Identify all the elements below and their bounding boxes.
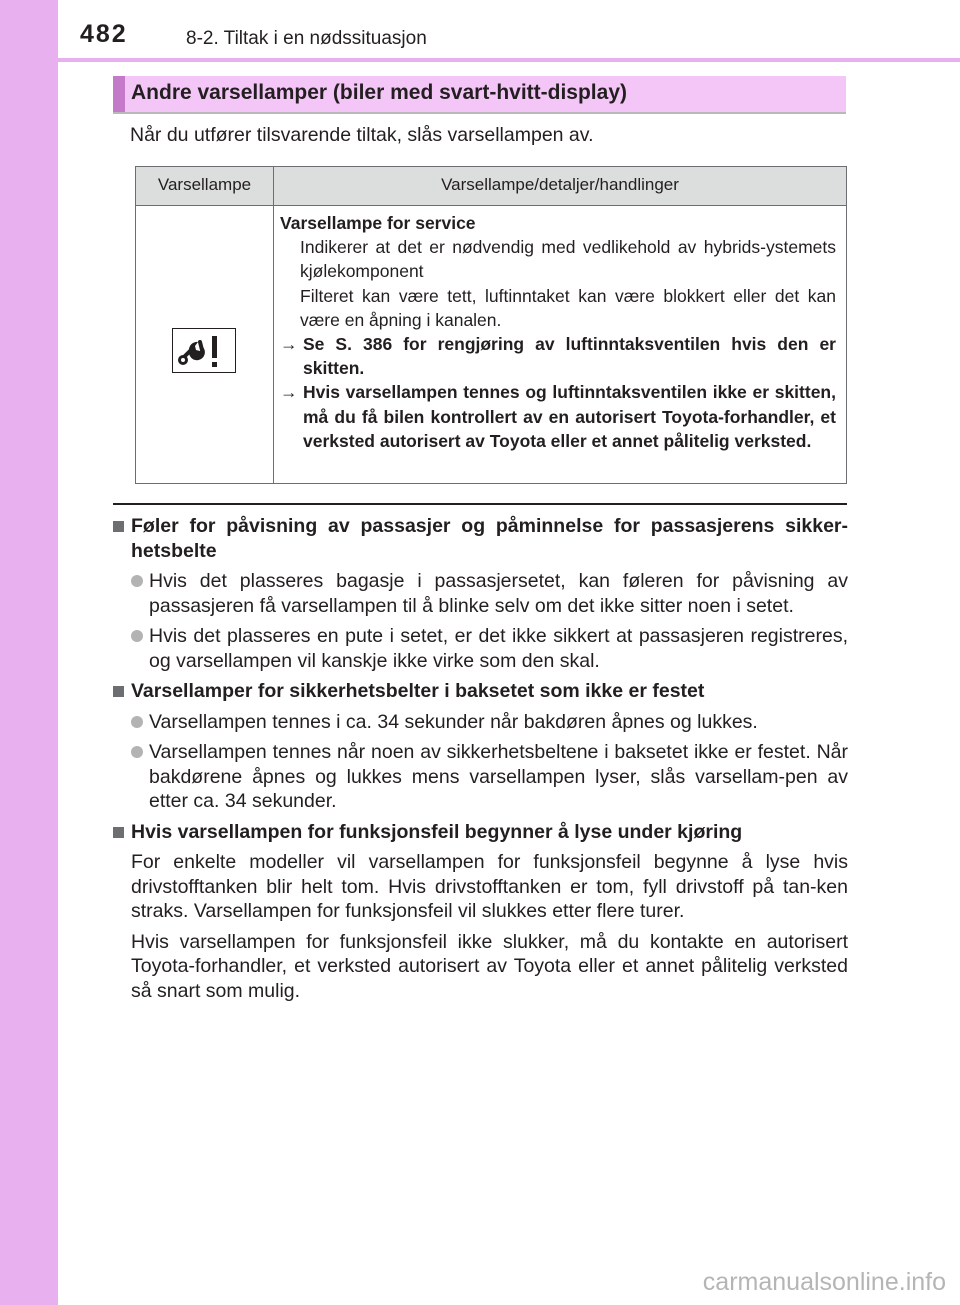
warning-light-table xyxy=(135,166,847,484)
margin-color-band xyxy=(0,0,58,1305)
lamp-description-2: Filteret kan være tett, luftinntaket kan være blokkert eller det kan være en åpning i kanalen. xyxy=(300,285,836,330)
arrow-icon: → xyxy=(280,382,298,403)
section-title: Andre varsellamper (biler med svart-hvitt-display) xyxy=(131,81,627,104)
table-cell-details xyxy=(280,211,836,453)
intro-text: Når du utfører tilsvarende tiltak, slås varsellampen av. xyxy=(130,124,594,146)
circle-bullet-icon xyxy=(131,630,143,642)
square-bullet-icon xyxy=(113,827,124,838)
action-text-1: Se S. 386 for rengjøring av luftinntaksventilen hvis den er skitten. xyxy=(303,334,836,379)
circle-bullet-icon xyxy=(131,746,143,758)
bullet-item: Hvis det plasseres en pute i setet, er det ikke sikkert at passasjeren registreres, og varsellampen vil kanskje ikke virke som den skal. xyxy=(113,624,848,673)
chapter-title: 8-2. Tiltak i en nødssituasjon xyxy=(186,28,427,49)
paragraph: For enkelte modeller vil varsellampen for funksjonsfeil begynne å lyse hvis drivstofftanken blir helt tom. Hvis drivstofftanken er tom, fyll drivstoff på tan-ken straks. Varsellampen for funksjonsfeil vil slukkes etter flere turer. xyxy=(131,851,848,922)
lamp-name: Varsellampe for service xyxy=(280,213,476,233)
column-header-lamp: Varsellampe xyxy=(157,175,252,194)
bullet-item: Hvis det plasseres bagasje i passasjersetet, kan føleren for påvisning av passasjeren få varsellampen til å blinke selv om det ikke sitter noen i setet. xyxy=(113,569,848,618)
arrow-icon: → xyxy=(280,334,298,355)
section-divider xyxy=(113,503,847,505)
page-number: 482 xyxy=(80,20,128,48)
square-bullet-icon xyxy=(113,521,124,532)
sub-heading-rear-seatbelts: Varsellamper for sikkerhetsbelter i baksetet som ikke er festet xyxy=(113,679,848,704)
table-header-row xyxy=(136,167,846,206)
sub-heading-malfunction-lamp: Hvis varsellampen for funksjonsfeil begynner å lyse under kjøring xyxy=(113,820,848,845)
section-marker xyxy=(113,76,125,112)
lamp-action-1 xyxy=(280,332,836,380)
square-bullet-icon xyxy=(113,686,124,697)
circle-bullet-icon xyxy=(131,716,143,728)
bullet-item: Varsellampen tennes i ca. 34 sekunder når bakdøren åpnes og lukkes. xyxy=(113,710,848,735)
wrench-exclamation-icon xyxy=(172,328,236,373)
paragraph: Hvis varsellampen for funksjonsfeil ikke slukker, må du kontakte en autorisert Toyota-forhandler, et verksted autorisert av Toyota eller et annet pålitelig verksted så snart som mulig. xyxy=(131,930,848,1002)
content-body xyxy=(113,514,848,1009)
action-text-2: Hvis varsellampen tennes og luftinntaksventilen ikke er skitten, må du få bilen kontrollert av en autorisert Toyota-forhandler, et verksted autorisert av Toyota eller et annet pålitelig verksted. xyxy=(303,382,836,451)
section-header xyxy=(113,76,846,114)
sub-heading-passenger-sensor: Føler for påvisning av passasjer og påminnelse for passasjerens sikker-hetsbelte xyxy=(113,514,848,563)
lamp-description-1: Indikerer at det er nødvendig med vedlikehold av hybrids-ystemets kjølekomponent xyxy=(300,237,836,282)
column-header-details: Varsellampe/detaljer/handlinger xyxy=(441,175,679,194)
lamp-action-2 xyxy=(280,380,836,453)
column-divider xyxy=(273,167,274,483)
circle-bullet-icon xyxy=(131,575,143,587)
watermark: carmanualsonline.info xyxy=(702,1268,946,1296)
bullet-item: Varsellampen tennes når noen av sikkerhetsbeltene i baksetet ikke er festet. Når bakdørene åpnes og lukkes mens varsellampen lyser, slås varsellam-pen av etter ca. 34 sekunder. xyxy=(113,740,848,814)
